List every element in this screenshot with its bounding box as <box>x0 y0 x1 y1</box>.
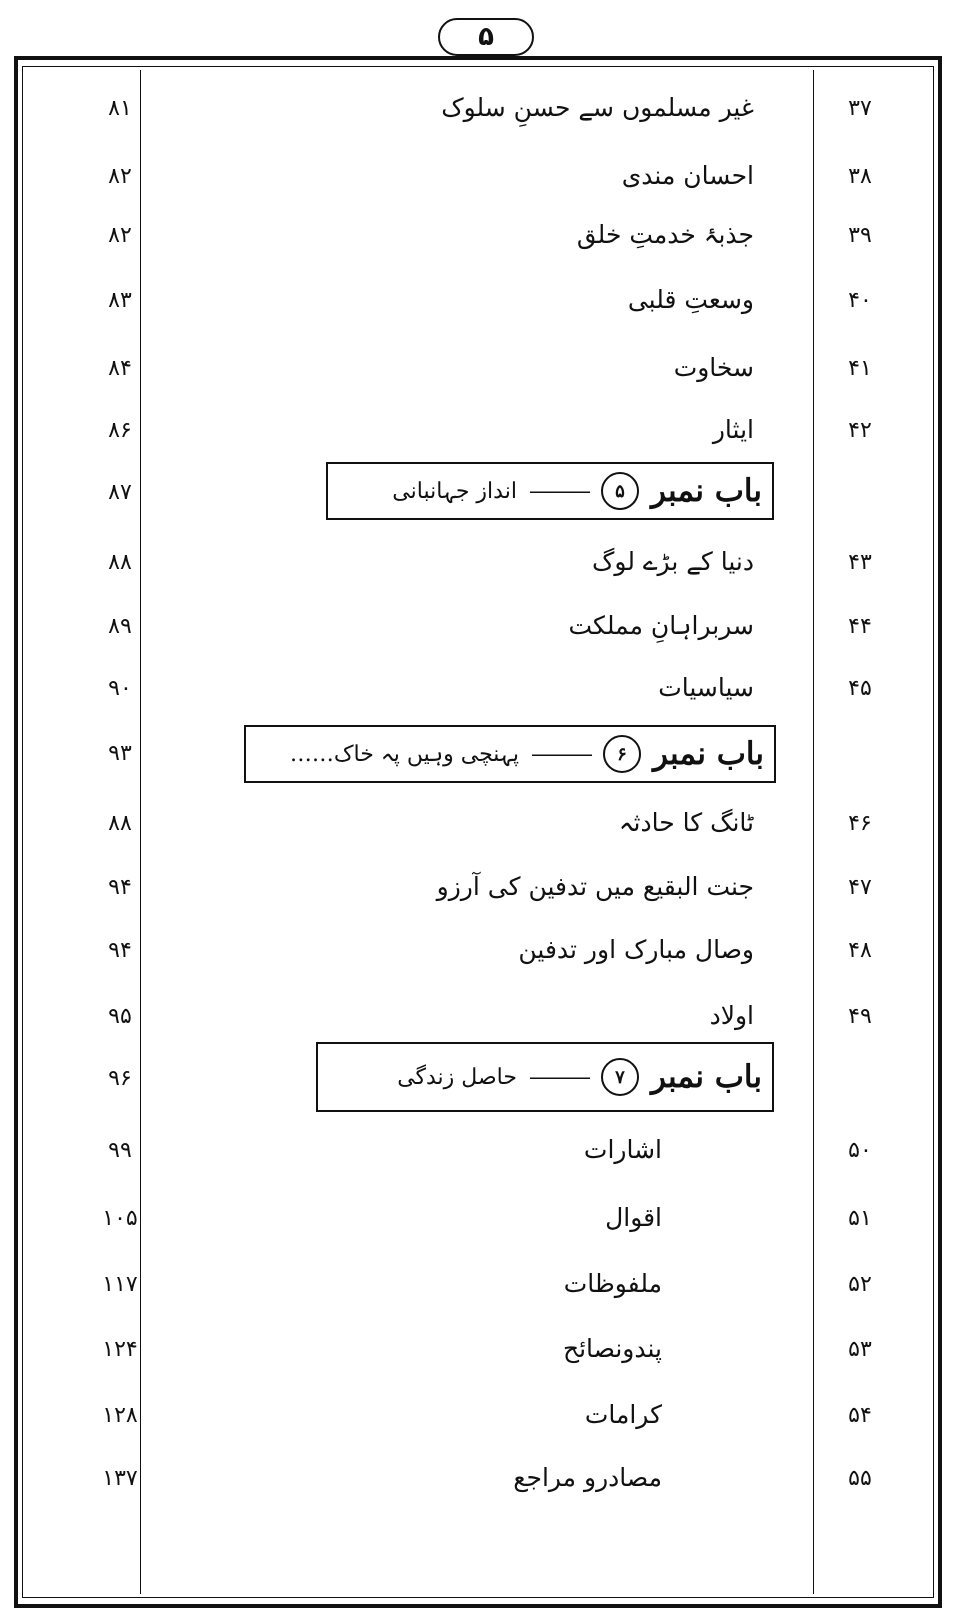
toc-page: ۸۸ <box>108 810 132 836</box>
chapter-dash: ——— <box>528 478 589 504</box>
toc-row <box>24 1327 932 1371</box>
toc-title: ایثار <box>712 415 754 444</box>
toc-title: احسان مندی <box>621 161 754 190</box>
toc-title: کرامات <box>584 1400 662 1429</box>
toc-page: ۹۵ <box>108 1003 132 1029</box>
toc-title: دنیا کے بڑے لوگ <box>592 547 754 576</box>
toc-title: اشارات <box>583 1135 662 1164</box>
toc-page: ۱۳۷ <box>102 1465 138 1491</box>
toc-serial: ۳۹ <box>848 222 872 248</box>
toc-title: اولاد <box>709 1001 754 1030</box>
chapter-number-badge: ۶ <box>603 735 641 773</box>
toc-serial: ۳۷ <box>848 95 872 121</box>
chapter-number-badge: ۵ <box>601 472 639 510</box>
toc-page: ۹۴ <box>108 937 132 963</box>
toc-page: ۱۲۴ <box>102 1336 138 1362</box>
toc-row <box>24 801 932 845</box>
toc-page: ۱۱۷ <box>102 1271 138 1297</box>
chapter-title: انداز جہانبانی <box>392 478 517 504</box>
toc-page: ۸۹ <box>108 613 132 639</box>
toc-row <box>24 278 932 322</box>
toc-page: ۱۲۸ <box>102 1402 138 1428</box>
toc-row <box>24 213 932 257</box>
toc-title: وسعتِ قلبی <box>627 285 754 314</box>
chapter-label: باب نمبر <box>652 736 764 772</box>
toc-row <box>24 994 932 1038</box>
toc-serial: ۳۸ <box>848 163 872 189</box>
toc-serial: ۵۲ <box>848 1271 872 1297</box>
chapter-dash: ——— <box>528 1064 589 1090</box>
chapter-heading-box <box>326 462 774 520</box>
toc-title: اقوال <box>605 1203 662 1232</box>
toc-page: ۸۲ <box>108 163 132 189</box>
toc-title: ملفوظات <box>563 1269 662 1298</box>
toc-row <box>24 865 932 909</box>
toc-serial: ۴۵ <box>848 675 872 701</box>
toc-serial: ۴۳ <box>848 549 872 575</box>
toc-title: سربراہانِ مملکت <box>568 611 754 640</box>
toc-serial: ۴۲ <box>848 417 872 443</box>
chapter-dash: ——— <box>530 741 591 767</box>
toc-serial: ۴۴ <box>848 613 872 639</box>
toc-serial: ۴۶ <box>848 810 872 836</box>
toc-page: ۸۸ <box>108 549 132 575</box>
chapter-label: باب نمبر <box>650 473 762 509</box>
toc-row <box>24 86 932 130</box>
toc-serial: ۴۰ <box>848 287 872 313</box>
toc-row <box>24 1196 932 1240</box>
toc-serial: ۵۴ <box>848 1402 872 1428</box>
toc-row <box>24 666 932 710</box>
toc-title: جذبۂ خدمتِ خلق <box>576 220 754 249</box>
toc-page: ۸۳ <box>108 287 132 313</box>
toc-page: ۸۴ <box>108 355 132 381</box>
toc-serial: ۵۵ <box>848 1465 872 1491</box>
toc-title: جنت البقیع میں تدفین کی آرزو <box>436 872 754 901</box>
toc-serial: ۵۳ <box>848 1336 872 1362</box>
toc-title: سیاسیات <box>658 673 754 702</box>
toc-row <box>24 928 932 972</box>
chapter-title: حاصل زندگی <box>397 1064 517 1090</box>
toc-row <box>24 408 932 452</box>
toc-page: ۱۰۵ <box>102 1205 138 1231</box>
toc-title: وصال مبارک اور تدفین <box>518 935 754 964</box>
toc-row <box>24 154 932 198</box>
toc-row <box>24 1393 932 1437</box>
toc-page: ۸۶ <box>108 417 132 443</box>
toc-page: ۸۲ <box>108 222 132 248</box>
toc-row <box>24 346 932 390</box>
toc-serial: ۴۸ <box>848 937 872 963</box>
toc-page: ۸۱ <box>108 95 132 121</box>
toc-page: ۹۴ <box>108 874 132 900</box>
toc-row <box>24 540 932 584</box>
toc-title: سخاوت <box>673 353 754 382</box>
toc-serial: ۴۱ <box>848 355 872 381</box>
toc-title: مصادرو مراجع <box>513 1463 662 1492</box>
chapter-label: باب نمبر <box>650 1059 762 1095</box>
toc-page: ۹۰ <box>108 675 132 701</box>
chapter-heading-box <box>316 1042 774 1112</box>
chapter-title: پہنچی وہیں پہ خاک…… <box>289 741 519 767</box>
toc-row <box>24 1456 932 1500</box>
toc-row <box>24 1128 932 1172</box>
toc-row <box>24 604 932 648</box>
toc-serial: ۵۱ <box>848 1205 872 1231</box>
toc-title: ٹانگ کا حادثہ <box>618 808 754 837</box>
chapter-number-badge: ۷ <box>601 1058 639 1096</box>
toc-title: غیر مسلموں سے حسنِ سلوک <box>441 93 754 122</box>
toc-serial: ۴۷ <box>848 874 872 900</box>
toc-page: ۹۶ <box>108 1065 132 1091</box>
chapter-heading-box <box>244 725 776 783</box>
toc-serial: ۴۹ <box>848 1003 872 1029</box>
page-number: ۵ <box>438 18 534 56</box>
toc-page: ۹۳ <box>108 740 132 766</box>
toc-title: پندونصائح <box>562 1334 662 1363</box>
toc-page: ۹۹ <box>108 1137 132 1163</box>
toc-page: ۸۷ <box>108 479 132 505</box>
toc-serial: ۵۰ <box>848 1137 872 1163</box>
toc-row <box>24 1262 932 1306</box>
